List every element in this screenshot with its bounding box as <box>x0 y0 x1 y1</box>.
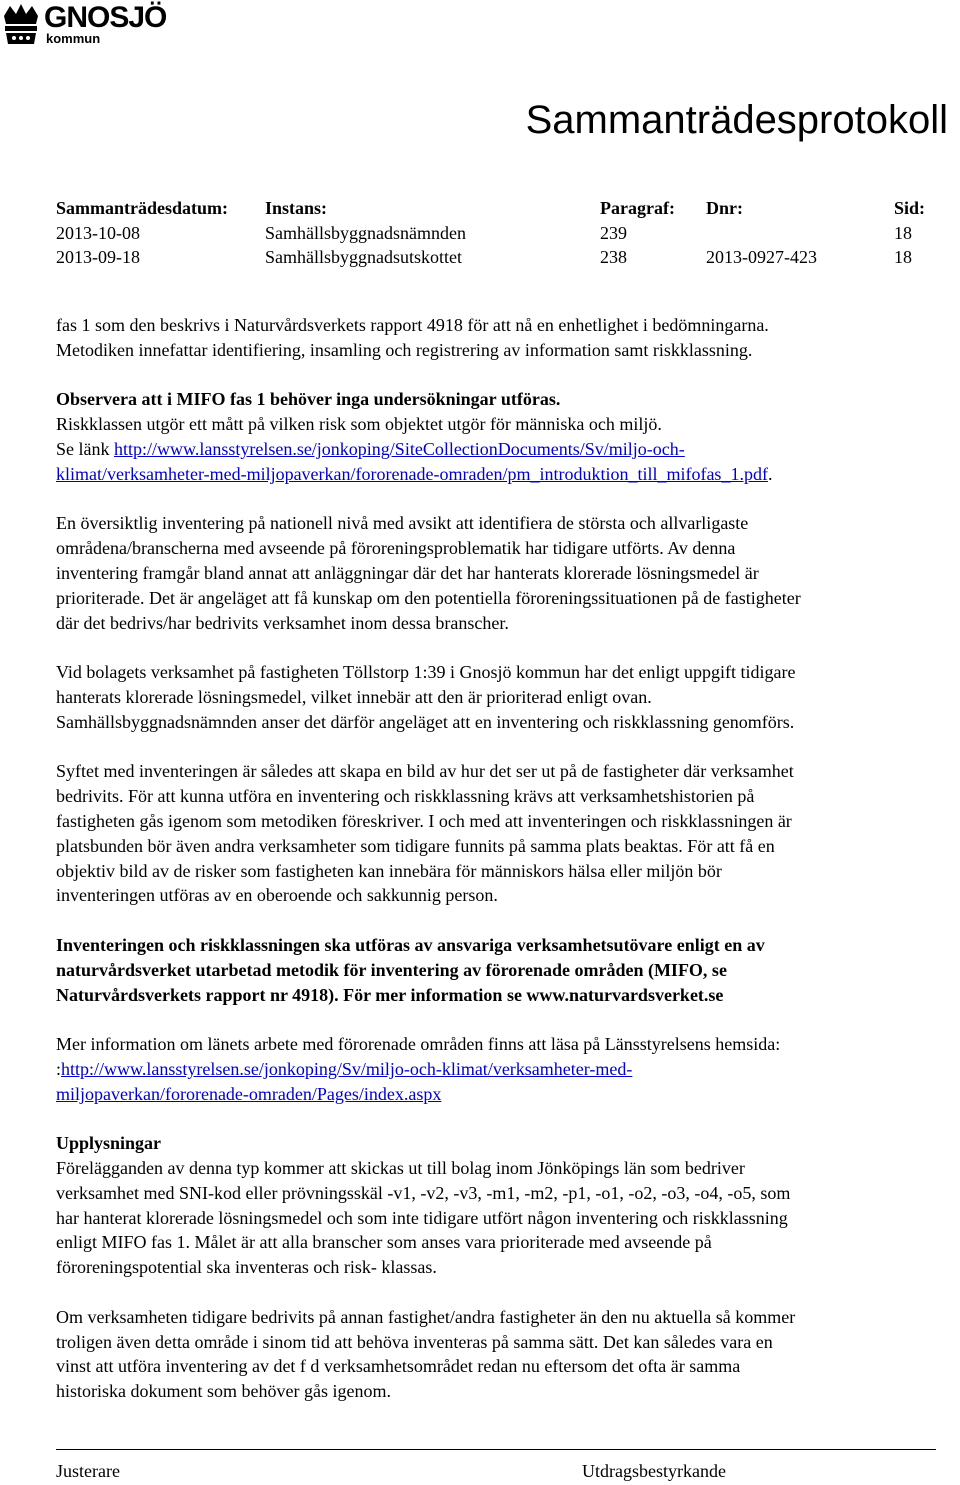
meta-header-paragraph: Paragraf: <box>600 198 675 218</box>
text-line: där det bedrivs/har bedrivits verksamhet inom dessa branscher. <box>56 612 509 633</box>
footer-divider <box>56 1449 936 1450</box>
link-suffix: . <box>767 463 773 484</box>
text-line: områdena/branscherna med avseende på föroreningsproblematik har tidigare utförts. Av denna <box>56 538 736 559</box>
text-line: Metodiken innefattar identifiering, insamling och registrering av information samt riskklassning. <box>56 339 753 360</box>
text-line: historiska dokument som behöver gås igenom. <box>56 1381 391 1402</box>
pm-link-continued[interactable]: klimat/verksamheter-med-miljopaverkan/fororenade-omraden/pm_introduktion_till_mifofas_1.pdf <box>56 463 768 484</box>
text-line: verksamhet med SNI-kod eller prövningsskäl -v1, -v2, -v3, -m1, -m2, -p1, -o1, -o2, -o3, -o4, -o5, som <box>56 1182 791 1203</box>
meta-page: 18 <box>894 247 912 267</box>
text-line: hanterats klorerade lösningsmedel, vilket innebär att den är prioriterad enligt ovan. <box>56 686 652 707</box>
text-line: Förelägganden av denna typ kommer att skickas ut till bolag inom Jönköpings län som bedriver <box>56 1158 745 1179</box>
text-line: En översiktlig inventering på nationell nivå med avsikt att identifiera de största och allvarligaste <box>56 513 749 534</box>
text-line <box>56 437 936 462</box>
lansstyrelsen-link[interactable]: http://www.lansstyrelsen.se/jonkoping/Sv/miljo-och-klimat/verksamheter-med- <box>61 1058 633 1079</box>
text-line: naturvårdsverket utarbetad metodik för inventering av förorenade områden (MIFO, se <box>56 959 727 980</box>
meta-date: 2013-09-18 <box>56 247 140 267</box>
paragraph-purpose <box>56 759 936 908</box>
crown-emblem-icon <box>2 2 40 46</box>
link-prefix: : <box>56 1058 62 1079</box>
meta-page: 18 <box>894 222 912 243</box>
document-body <box>56 313 936 1404</box>
logo-sub: kommun <box>46 31 101 46</box>
meta-instance: Samhällsbyggnadsnämnden <box>265 222 466 243</box>
text-line: prioriterade. Det är angeläget att få kunskap om den potentiella föroreningssituationen på de fastigheter <box>56 587 801 608</box>
meta-date: 2013-10-08 <box>56 222 140 243</box>
text-line: objektiv bild av de risker som fastigheten kan innebära för människors hälsa eller miljön bör <box>56 860 722 881</box>
text-line: föroreningspotential ska inventeras och risk- klassas. <box>56 1257 437 1278</box>
meta-row <box>56 221 936 246</box>
gnosjo-logo <box>2 2 172 48</box>
text-line: har hanterat klorerade lösningsmedel och som inte tidigare utfört någon inventering och riskklassning <box>56 1207 788 1228</box>
paragraph-overview <box>56 511 936 635</box>
footer-justerare: Justerare <box>56 1461 120 1481</box>
footer-utdragsbestyrkande: Utdragsbestyrkande <box>582 1461 726 1481</box>
text-line: enligt MIFO fas 1. Målet är att alla branscher som anses vara prioriterade med avseende på <box>56 1232 712 1253</box>
text-line: Riskklassen utgör ett mått på vilken risk som objektet utgör för människa och miljö. <box>56 414 662 435</box>
document-title: Sammanträdesprotokoll <box>525 98 948 142</box>
paragraph-requirement <box>56 933 936 1007</box>
paragraph-previous-premises <box>56 1305 936 1404</box>
meta-row <box>56 245 936 270</box>
text-line: fastigheten gås igenom som metodiken föreskriver. I och med att inventeringen och riskklassningen är <box>56 810 792 831</box>
meta-instance: Samhällsbyggnadsutskottet <box>265 247 462 267</box>
text-line: troligen även detta område i sinom tid att behöva inventeras på samma sätt. Det kan således vara en <box>56 1331 773 1352</box>
text-line: vinst att utföra inventering av det f d verksamhetsområdet redan nu eftersom det ofta är samma <box>56 1356 741 1377</box>
logo-name: GNOSJÖ <box>44 1 167 34</box>
meta-dnr: 2013-0927-423 <box>706 247 817 267</box>
text-line <box>56 1057 936 1082</box>
pm-link[interactable]: http://www.lansstyrelsen.se/jonkoping/SiteCollectionDocuments/Sv/miljo-och- <box>114 438 685 459</box>
text-line: inventering framgår bland annat att anläggningar där det har hanterats klorerade lösningsmedel är <box>56 562 759 583</box>
paragraph-upplysningar <box>56 1131 936 1280</box>
text-line: fas 1 som den beskrivs i Naturvårdsverkets rapport 4918 för att nå en enhetlighet i bedömningarna. <box>56 315 769 335</box>
meta-header-instance: Instans: <box>265 198 328 218</box>
text-line: Mer information om länets arbete med förorenade områden finns att läsa på Länsstyrelsens hemsida: <box>56 1034 781 1055</box>
paragraph-company <box>56 660 936 734</box>
meta-header-page: Sid: <box>894 198 926 218</box>
meta-header-row <box>56 196 936 221</box>
meta-header-date: Sammanträdesdatum: <box>56 198 229 218</box>
lansstyrelsen-link-continued[interactable]: miljopaverkan/fororenade-omraden/Pages/index.aspx <box>56 1083 442 1104</box>
text-line: Naturvårdsverkets rapport nr 4918). För mer information se www.naturvardsverket.se <box>56 984 724 1005</box>
text-line: Syftet med inventeringen är således att skapa en bild av hur det ser ut på de fastigheter där verksamhet <box>56 761 794 782</box>
text-line <box>56 462 936 487</box>
section-heading: Upplysningar <box>56 1133 162 1154</box>
text-line: Inventeringen och riskklassningen ska utföras av ansvariga verksamhetsutövare enligt en av <box>56 934 765 955</box>
link-prefix: Se länk <box>56 438 114 459</box>
text-line: bedrivits. För att kunna utföra en inventering och riskklassning krävs att verksamhetshistorien på <box>56 786 755 807</box>
text-line: inventeringen utföras av en oberoende och sakkunnig person. <box>56 885 498 906</box>
text-line: Samhällsbyggnadsnämnden anser det därför angeläget att en inventering och riskklassning genomförs. <box>56 711 795 732</box>
meta-table <box>56 196 936 270</box>
text-line: Vid bolagets verksamhet på fastigheten Töllstorp 1:39 i Gnosjö kommun har det enligt uppgift tidigare <box>56 662 796 683</box>
paragraph-more-info <box>56 1032 936 1106</box>
meta-header-dnr: Dnr: <box>706 198 743 218</box>
paragraph-mifo-intro <box>56 313 936 363</box>
text-line: platsbunden bör även andra verksamheter som tidigare funnits på samma plats beaktas. För att få en <box>56 835 775 856</box>
text-line: Om verksamheten tidigare bedrivits på annan fastighet/andra fastigheter än den nu aktuella så kommer <box>56 1306 796 1327</box>
text-line <box>56 1082 936 1107</box>
paragraph-observe <box>56 387 936 486</box>
bold-note: Observera att i MIFO fas 1 behöver inga undersökningar utföras. <box>56 389 561 410</box>
meta-paragraph: 238 <box>600 247 627 267</box>
meta-paragraph: 239 <box>600 222 627 243</box>
